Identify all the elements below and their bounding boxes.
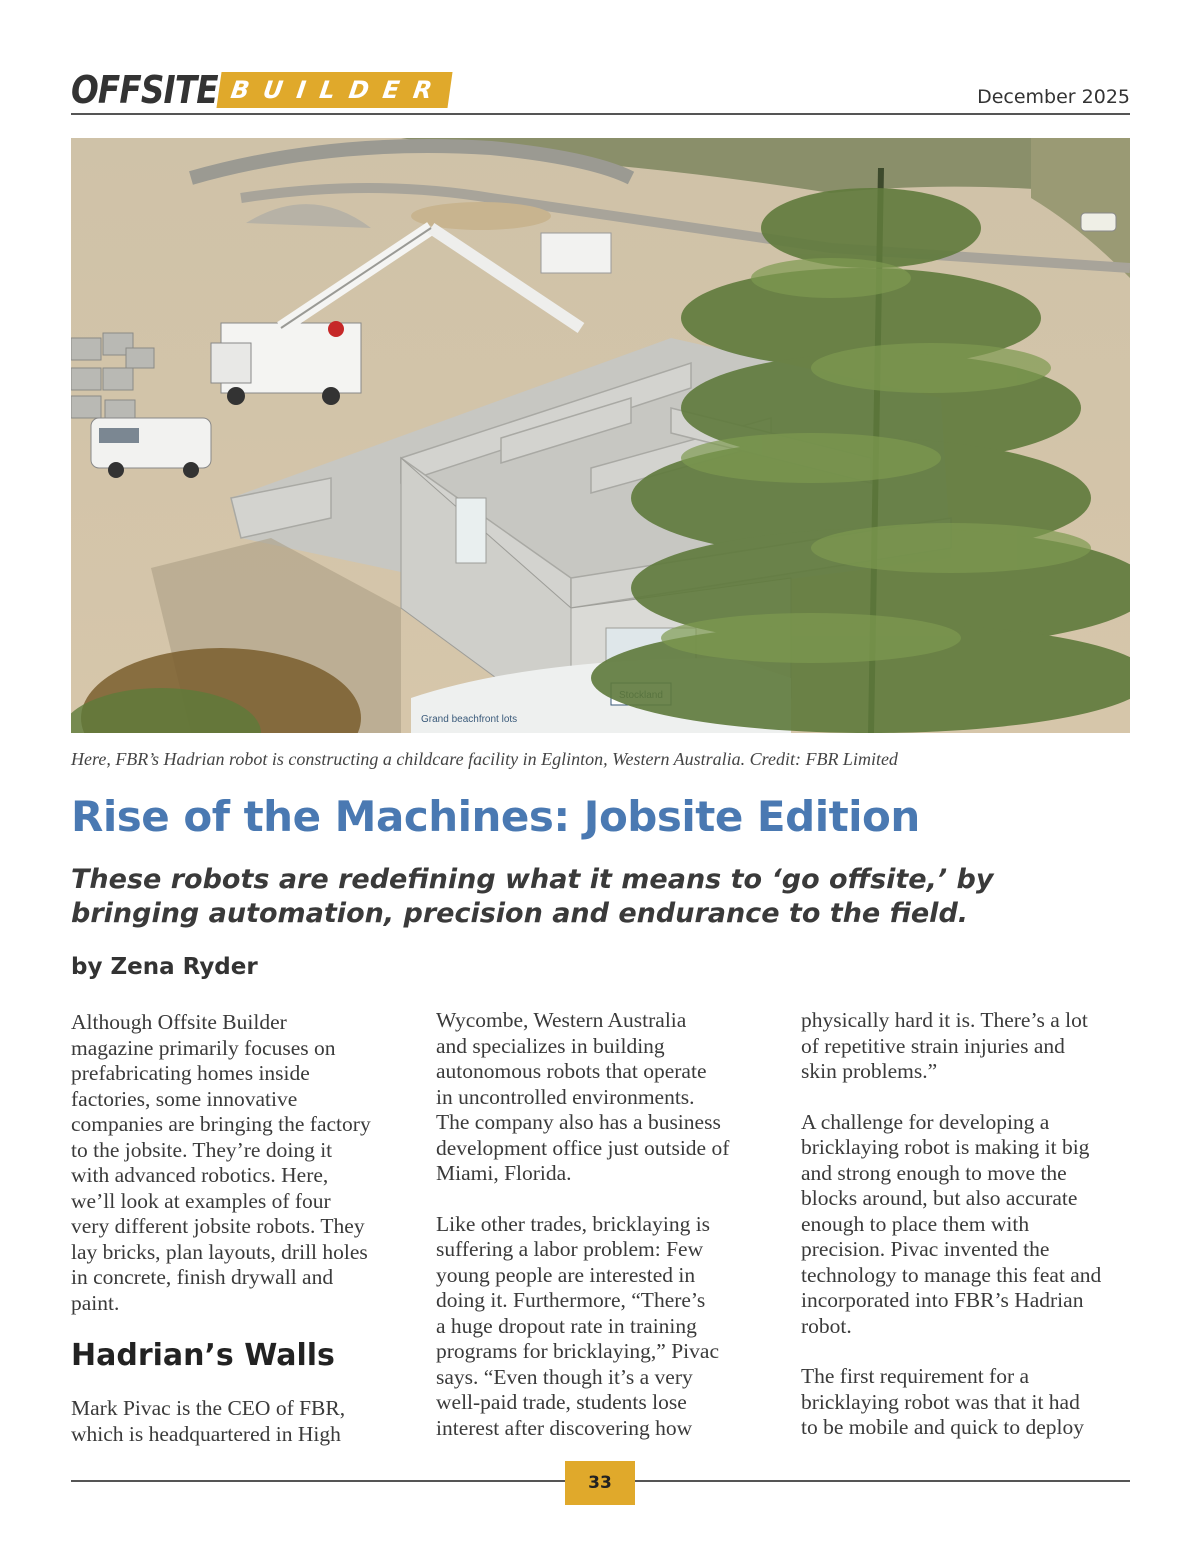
article-column-2 (436, 1008, 776, 1441)
article-column-3 (801, 1008, 1141, 1441)
section-heading: Hadrian’s Walls (71, 1338, 335, 1373)
site-sign-text: Grand beachfront lots (421, 714, 518, 725)
hero-photo (71, 138, 1130, 733)
header-divider (71, 113, 1130, 115)
page-number: 33 (565, 1461, 635, 1505)
footer-divider-right (635, 1480, 1130, 1482)
page-header (71, 70, 1130, 116)
paragraph: Wycombe, Western Australia and specializes in building autonomous robots that operate in uncontrolled environments. The company also has a business development office just outside of Miami, Florida. (436, 1008, 730, 1185)
magazine-logo (71, 70, 450, 110)
logo-builder-text: BUILDER (216, 72, 452, 108)
article-subtitle: These robots are redefining what it means to ‘go offsite,’ by bringing automation, precision and endurance to the field. (71, 864, 994, 929)
logo-offsite-text: OFFSITE (71, 68, 218, 112)
paragraph: A challenge for developing a bricklaying robot is making it big and strong enough to move the blocks around, but also accurate enough to place them with precision. Pivac invented the technology to manage this feat and incorporated into FBR’s Hadrian robot. (801, 1109, 1102, 1338)
paragraph: Like other trades, bricklaying is suffering a labor problem: Few young people are interested in doing it. Furthermore, “There’s a huge dropout rate in training programs for bricklaying,” Pivac says. “Even though it’s a very well-paid trade, students lose interest after discovering how (436, 1211, 719, 1440)
photo-caption: Here, FBR’s Hadrian robot is constructing a childcare facility in Eglinton, Western Australia. Credit: FBR Limited (71, 749, 898, 769)
paragraph: physically hard it is. There’s a lot of repetitive strain injuries and skin problems.” (801, 1008, 1088, 1083)
construction-site-illustration (71, 138, 1130, 733)
paragraph: The first requirement for a bricklaying robot was that it had to be mobile and quick to deploy (801, 1364, 1085, 1439)
footer-divider-left (71, 1480, 565, 1482)
issue-date: December 2025 (977, 86, 1130, 108)
article-title: Rise of the Machines: Jobsite Edition (71, 792, 920, 841)
article-column-1 (71, 1010, 411, 1447)
article-byline: by Zena Ryder (71, 954, 258, 980)
paragraph: Mark Pivac is the CEO of FBR, which is headquartered in High (71, 1396, 346, 1446)
paragraph: Although Offsite Builder magazine primarily focuses on prefabricating homes inside factories, some innovative companies are bringing the factory to the jobsite. They’re doing it with advanced robotics. Here, we’ll look at examples of four very different jobsite robots. They lay bricks, plan layouts, drill holes in concrete, finish drywall and paint. (71, 1010, 371, 1315)
